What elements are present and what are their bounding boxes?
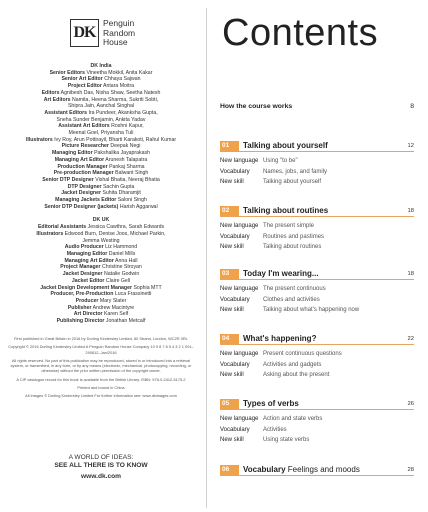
- page-gutter: [206, 8, 207, 508]
- rights-reserved-text: All rights reserved. No part of this publication may be reproduced, stored in or introduced into a retrieval system, or transmitted, in any form, or by any means (electronic, mechanical, photocopying, recording, or otherwise) without the prior written permission of the copyright owner.: [10, 357, 192, 374]
- detail-label: Vocabulary: [220, 168, 250, 175]
- credit-role: Audio Producer: [64, 244, 104, 251]
- credit-role: Jacket Editor: [71, 277, 105, 284]
- credit-role: Editorial Assistants: [37, 224, 87, 231]
- unit-detail-row: [220, 360, 414, 371]
- credit-names: Arunesh Talapatra: [105, 156, 148, 163]
- page-number: 18: [407, 271, 414, 277]
- credit-names: Edwood Burn, Denise Joos, Michael Parkin,: [64, 230, 166, 237]
- detail-value: Clothes and activities: [263, 296, 320, 303]
- credit-line: [6, 204, 196, 211]
- detail-value: The present simple: [263, 223, 315, 229]
- credit-names: Meenal Goel, Priyansha Tuli: [68, 130, 134, 137]
- detail-value: Present continuous questions: [263, 351, 342, 357]
- credit-line: [6, 258, 196, 265]
- detail-label: New language: [220, 351, 259, 357]
- unit-detail-row: [220, 370, 414, 381]
- credit-role: Senior Editors: [49, 69, 86, 76]
- detail-label: New skill: [220, 244, 244, 250]
- credit-role: Project Manager: [60, 264, 101, 271]
- unit-detail-row: [220, 232, 414, 243]
- credit-role: Senior DTP Designer: [42, 176, 94, 183]
- detail-value: The present continuous: [263, 286, 326, 292]
- credit-line: [6, 90, 196, 97]
- credit-line: [6, 110, 196, 117]
- credit-names: Shipra Jain, Aanchal Singhal: [67, 103, 135, 110]
- credit-line: [6, 117, 196, 124]
- first-published-text: First published in Great Britain in 2016 by Dorling Kindersley Limited, 80 Strand, London, WC2R 0RL: [14, 336, 188, 341]
- credit-names: Daniel Mills: [108, 250, 136, 257]
- copyright-text: Copyright © 2016 Dorling Kindersley Limited A Penguin Random House Company 10 9 8 7 6 5 4 3 2 1 001–290812–Jan/2016: [8, 344, 194, 355]
- detail-value: Using state verbs: [263, 437, 310, 443]
- credit-names: Mary Slater: [99, 297, 127, 304]
- credit-role: Managing Art Editor: [64, 257, 114, 264]
- credit-role: Jacket Designer: [62, 271, 103, 278]
- credit-names: Deepak Negi: [110, 143, 141, 150]
- unit-detail-row: [220, 284, 414, 295]
- credit-line: [6, 137, 196, 144]
- credit-names: Karen Self: [104, 311, 129, 318]
- contents-page: [214, 0, 422, 512]
- detail-value: Activities: [263, 426, 287, 433]
- credit-line: [6, 285, 196, 292]
- credit-role: Project Editor: [67, 83, 102, 90]
- credit-role: Jacket Designer: [61, 190, 101, 197]
- detail-label: New skill: [220, 179, 244, 185]
- detail-value: Talking about routines: [263, 244, 322, 250]
- detail-value: Asking about the present: [263, 372, 330, 378]
- credit-names: Anna Hall: [115, 257, 138, 264]
- copyright-small-print: [8, 336, 194, 402]
- credit-line: [6, 123, 196, 130]
- credits-uk-heading: DK UK: [92, 217, 110, 224]
- credit-role: Illustrators: [25, 136, 53, 143]
- credit-names: Vishal Bhatia, Neeraj Bhatia: [95, 176, 160, 183]
- credit-names: Andrew Macintyre: [92, 304, 135, 311]
- unit-number-badge: 04: [220, 334, 239, 344]
- unit-header: [220, 398, 414, 410]
- unit-title: What's happening?: [243, 334, 317, 343]
- credit-names: Antara Moitra: [103, 83, 135, 90]
- unit-number-badge: 02: [220, 206, 239, 216]
- credit-names: Agnibesh Das, Nisha Shaw, Seetha Natesh: [60, 89, 161, 96]
- credit-role: Managing Art Editor: [54, 156, 105, 163]
- detail-label: New language: [220, 223, 259, 229]
- credit-names: Jessica Cawthra, Sarah Edwards: [87, 224, 165, 231]
- unit-header: [220, 140, 414, 152]
- credits-block: [6, 62, 196, 325]
- unit-header: [220, 464, 414, 476]
- page-title: Contents: [222, 12, 379, 54]
- page-number: 26: [407, 401, 414, 407]
- credit-line: [6, 278, 196, 285]
- toc-unit-04[interactable]: [220, 333, 414, 381]
- credit-names: Sachin Gupta: [102, 183, 135, 190]
- detail-value: Using "to be": [263, 158, 298, 164]
- credit-role: Jacket Design Development Manager: [40, 284, 132, 291]
- detail-label: New language: [220, 416, 259, 422]
- credit-role: Editors: [41, 89, 60, 96]
- credit-line: [6, 291, 196, 298]
- unit-detail-row: [220, 167, 414, 178]
- credit-line: [6, 177, 196, 184]
- penguin-random-house-wordmark: Penguin Random House: [103, 18, 136, 47]
- credit-role: Managing Jackets Editor: [55, 197, 117, 204]
- credit-role: Publishing Director: [56, 318, 105, 325]
- credit-line: [6, 251, 196, 258]
- credit-line: [6, 190, 196, 197]
- detail-value: Names, jobs, and family: [263, 168, 328, 175]
- credit-role: Pre-production Manager: [53, 170, 114, 177]
- credit-line: [6, 76, 196, 83]
- credit-role: Art Director: [73, 311, 103, 318]
- publisher-logo: [70, 19, 135, 48]
- credit-role: Art Editors: [43, 96, 71, 103]
- credit-line: [6, 83, 196, 90]
- unit-number-badge: 03: [220, 269, 239, 279]
- credit-line: [6, 170, 196, 177]
- page-number: 8: [410, 103, 414, 110]
- unit-detail-row: [220, 242, 414, 253]
- unit-detail-row: [220, 349, 414, 360]
- printed-in-text: Printed and bound in China: [77, 385, 125, 391]
- credit-line: [6, 157, 196, 164]
- dk-website-link[interactable]: www.dk.com: [80, 473, 122, 480]
- credit-names: Suhita Dharamjit: [102, 190, 141, 197]
- credit-line: [6, 143, 196, 150]
- credit-role: Senior DTP Designer (jackets): [44, 203, 119, 210]
- unit-detail-row: [220, 435, 414, 446]
- credit-line: [6, 130, 196, 137]
- credit-line: [6, 311, 196, 318]
- toc-unit-01[interactable]: [220, 140, 414, 188]
- credit-role: Managing Editor: [66, 250, 108, 257]
- credit-line: [6, 197, 196, 204]
- toc-unit-03[interactable]: [220, 268, 414, 316]
- unit-detail-row: [220, 221, 414, 232]
- page-number: 18: [407, 208, 414, 214]
- unit-header: [220, 268, 414, 280]
- credit-line: [6, 224, 196, 231]
- credit-role: Assistant Art Editors: [58, 123, 110, 130]
- detail-value: Talking about what's happening now: [263, 307, 360, 313]
- credit-names: Pankaj Sharma: [109, 163, 145, 170]
- credit-role: Production Manager: [57, 163, 108, 170]
- credit-names: Jemma Westing: [82, 237, 120, 244]
- credit-line: [6, 271, 196, 278]
- credit-names: Ivy Roy, Arun Pottirayil, Bharti Karakoti, Rahul Kumar: [54, 136, 177, 143]
- detail-label: Vocabulary: [220, 296, 250, 303]
- credit-names: Saloni Singh: [117, 197, 147, 204]
- unit-title: Today I'm wearing...: [243, 269, 319, 278]
- page-number: 12: [407, 143, 414, 149]
- credit-names: Balwant Singh: [115, 170, 149, 177]
- credit-line: [6, 231, 196, 238]
- unit-header: [220, 205, 414, 217]
- credit-names: Christine Stroyan: [102, 264, 142, 271]
- detail-value: Activities and gadgets: [263, 361, 322, 368]
- credit-names: Sophia MTT: [133, 284, 162, 291]
- credit-role: Producer, Pre-Production: [50, 291, 114, 298]
- unit-title: Talking about routines: [243, 206, 329, 215]
- credit-role: DTP Designer: [67, 183, 102, 190]
- cip-record-text: A CIP catalogue record for this book is available from the British Library. ISBN: 978-0-2412-5175-2: [16, 376, 186, 382]
- unit-number-badge: 06: [220, 465, 239, 475]
- credit-names: Roshni Kapur,: [111, 123, 144, 130]
- imprint-page: [0, 0, 202, 512]
- unit-detail-row: [220, 156, 414, 167]
- credit-line: [6, 97, 196, 104]
- credit-line: [6, 244, 196, 251]
- detail-label: Vocabulary: [220, 233, 250, 240]
- credit-names: Natalie Godwin: [104, 271, 140, 278]
- detail-value: Routines and pastimes: [263, 233, 325, 240]
- credit-line: [6, 184, 196, 191]
- detail-value: Talking about yourself: [263, 179, 322, 185]
- dk-tagline: A WORLD OF IDEAS: SEE ALL THERE IS TO KNOW www.dk.com: [0, 454, 202, 481]
- credit-line: [6, 264, 196, 271]
- credit-line: [6, 238, 196, 245]
- unit-detail-row: [220, 295, 414, 306]
- credit-line: [6, 103, 196, 110]
- unit-detail-row: [220, 414, 414, 425]
- credit-line: [6, 318, 196, 325]
- credit-role: Picture Researcher: [61, 143, 109, 150]
- credit-role: Senior Art Editor: [61, 76, 103, 83]
- credit-role: Producer: [75, 297, 99, 304]
- credit-names: Sneha Sunder Benjamin, Ankita Yadav: [56, 116, 146, 123]
- credit-line: [6, 70, 196, 77]
- dk-logo-mark: DK: [70, 19, 99, 47]
- images-credit-text: All images © Dorling Kindersley Limited For further information see: www.dkimages.com: [25, 393, 177, 399]
- detail-label: New skill: [220, 372, 244, 378]
- unit-number-badge: 05: [220, 399, 239, 409]
- credit-names: Jonathan Metcalf: [105, 318, 146, 325]
- toc-unit-02[interactable]: [220, 205, 414, 253]
- credit-line: [6, 305, 196, 312]
- detail-label: New skill: [220, 437, 244, 443]
- credit-names: Ira Pundeer, Akanksha Gupta,: [88, 109, 158, 116]
- credit-role: Publisher: [67, 304, 92, 311]
- credit-names: Liz Hammond: [105, 244, 138, 251]
- credit-names: Luca Frassinetti: [114, 291, 152, 298]
- credit-names: Harish Aggarwal: [119, 203, 158, 210]
- detail-label: New language: [220, 158, 259, 164]
- credit-names: Chhaya Sajwan: [104, 76, 141, 83]
- unit-number-badge: 01: [220, 141, 239, 151]
- credit-role: Assistant Editors: [44, 109, 87, 116]
- page-number: 22: [407, 336, 414, 342]
- unit-title: Vocabulary Feelings and moods: [243, 465, 360, 474]
- credit-names: Namita, Heena Sharma, Sukriti Sobti,: [72, 96, 159, 103]
- credit-role: Managing Editor: [51, 150, 93, 157]
- credit-line: [6, 298, 196, 305]
- credits-india-heading: DK India: [90, 63, 112, 69]
- credit-line: [6, 164, 196, 171]
- credit-line: [6, 150, 196, 157]
- credit-names: Pakshalika Jayaprakash: [94, 150, 151, 157]
- page-number: 28: [407, 467, 414, 473]
- unit-subtitle: Feelings and moods: [285, 465, 360, 474]
- unit-detail-row: [220, 177, 414, 188]
- detail-label: New language: [220, 286, 259, 292]
- toc-entry-how-course-works[interactable]: How the course works 8: [220, 103, 414, 110]
- credit-role: Illustrators: [36, 230, 64, 237]
- detail-label: Vocabulary: [220, 426, 250, 433]
- credit-names: Claire Gell: [105, 277, 131, 284]
- unit-title: Types of verbs: [243, 399, 299, 408]
- unit-header: [220, 333, 414, 345]
- unit-title: Talking about yourself: [243, 141, 328, 150]
- unit-detail-row: [220, 305, 414, 316]
- unit-detail-row: [220, 425, 414, 436]
- toc-unit-05[interactable]: [220, 398, 414, 446]
- credit-names: Vineetha Mokkil, Anita Kakar: [86, 69, 153, 76]
- detail-label: New skill: [220, 307, 244, 313]
- toc-unit-06[interactable]: [220, 464, 414, 476]
- detail-label: Vocabulary: [220, 361, 250, 368]
- detail-value: Action and state verbs: [263, 416, 323, 422]
